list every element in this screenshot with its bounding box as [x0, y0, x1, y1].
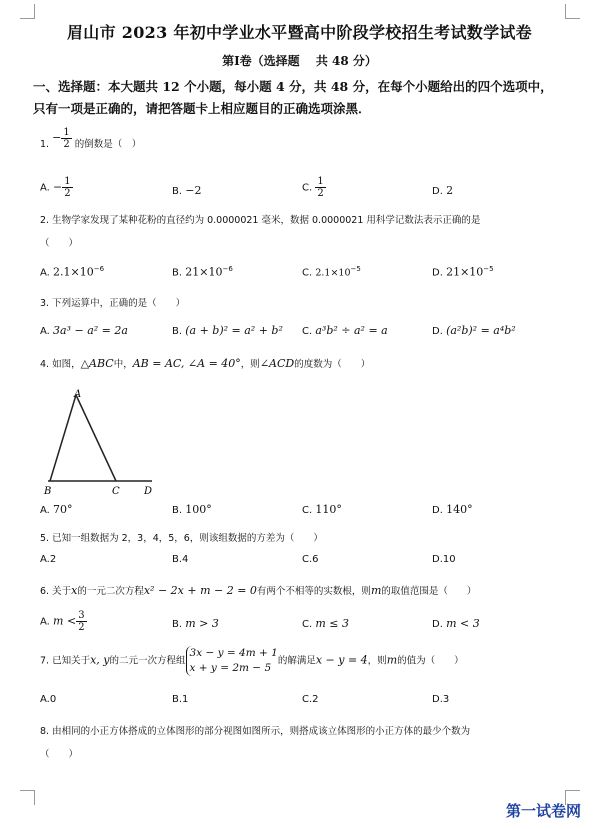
- math: AB = AC, ∠A = 40°: [132, 357, 241, 370]
- option-value: 2: [312, 694, 319, 705]
- q2-option-b: [172, 265, 233, 278]
- q4-option-d: [432, 503, 473, 516]
- option-value: 1: [182, 694, 189, 705]
- q5-option-d: [432, 554, 456, 565]
- numerator: 1: [63, 127, 70, 138]
- text: ，则: [240, 359, 260, 370]
- equation-2: x + y = 2m − 5: [189, 662, 272, 674]
- q5-option-b: [172, 554, 188, 565]
- section-subtitle: 第Ⅰ卷（选择题 共 48 分）: [222, 54, 377, 68]
- option-value: m < 3: [446, 617, 480, 630]
- option-label: C.: [302, 619, 313, 630]
- option-value: 0: [49, 694, 57, 705]
- text: 7. 已知关于: [40, 655, 91, 667]
- option-base: 2.1×10: [53, 265, 94, 279]
- denominator: 2: [64, 188, 71, 199]
- crop-mark-top-right: [565, 4, 580, 19]
- option-value: 70°: [53, 503, 73, 516]
- option-label: C.: [302, 326, 313, 337]
- q1-option-b: [172, 184, 201, 197]
- option-label: B.: [172, 619, 183, 630]
- option-label: A.: [40, 267, 50, 279]
- option-value: m <: [53, 614, 77, 628]
- option-label: B.: [172, 267, 183, 279]
- option-label: C.: [302, 182, 313, 194]
- question-number: 1.: [40, 139, 50, 150]
- option-value: 3a³ − a² = 2a: [53, 324, 128, 337]
- q4-option-a: [40, 503, 73, 516]
- question-7: [40, 646, 464, 676]
- math: x: [71, 584, 78, 597]
- option-value: (a + b)² = a² + b²: [185, 324, 283, 337]
- option-value: 2: [446, 184, 454, 197]
- option-label: B.: [172, 694, 183, 705]
- watermark-logo: 第一试卷网: [505, 802, 581, 820]
- option-label: D.: [432, 619, 443, 630]
- q3-option-d: [432, 324, 516, 337]
- label-a: A: [74, 389, 82, 400]
- option-label: A.: [40, 616, 50, 628]
- option-label: B.: [172, 186, 183, 197]
- numerator: 1: [64, 176, 71, 187]
- minus-sign: −: [52, 131, 62, 144]
- q4-option-b: [172, 503, 212, 516]
- q7-option-b: [172, 694, 188, 705]
- text: ，则: [367, 655, 387, 667]
- q5-option-a: [40, 554, 56, 565]
- crop-mark-top-left: [20, 4, 35, 19]
- option-base: 21×10: [185, 265, 223, 279]
- math: ∠ACD: [259, 357, 295, 370]
- exponent: −6: [222, 265, 233, 273]
- option-label: C.: [302, 505, 313, 516]
- text: 的二元一次方程组: [109, 655, 186, 667]
- numerator: 1: [317, 176, 324, 187]
- text: 的取值范围是（ ）: [381, 586, 477, 597]
- q6-option-d: [432, 617, 480, 630]
- instruction-line-1: 一、选择题：本大题共 12 个小题，每小题 4 分，共 48 分，在每个小题给出的四个选项中，: [33, 79, 553, 94]
- instruction-line-2: 只有一项是正确的，请把答题卡上相应题目的正确选项涂黑．: [33, 101, 371, 116]
- label-d: D: [144, 486, 153, 497]
- text: 的度数为（ ）: [294, 359, 371, 370]
- q1-option-d: [432, 184, 453, 197]
- option-label: B.: [172, 554, 183, 565]
- option-base: 2.1×10: [315, 267, 351, 279]
- text: 6. 关于: [40, 586, 72, 597]
- condition: x − y = 4: [315, 653, 368, 667]
- text: 的一元二次方程: [77, 586, 144, 597]
- q1-option-c: [302, 176, 326, 199]
- q3-option-c: [302, 324, 388, 337]
- option-label: C.: [302, 554, 313, 565]
- side-ab: [50, 395, 76, 481]
- option-label: D.: [432, 554, 443, 565]
- question-5: 5. 已知一组数据为 2，3，4，5，6，则该组数据的方差为（ ）: [40, 533, 323, 544]
- option-value: m > 3: [185, 617, 219, 630]
- side-ac: [76, 395, 116, 481]
- exponent: −6: [93, 265, 105, 273]
- math: x, y: [90, 653, 110, 667]
- q3-option-a: [40, 324, 128, 337]
- option-label: C.: [302, 267, 313, 279]
- text: 中，: [113, 359, 133, 370]
- q4-option-c: [302, 503, 342, 516]
- option-value: 10: [442, 554, 456, 565]
- question-8-line-2: （ ）: [40, 749, 79, 760]
- exam-title: 眉山市 2023 年初中学业水平暨高中阶段学校招生考试数学试卷: [67, 23, 532, 42]
- question-2-line-1: 2. 生物学家发现了某种花粉的直径约为 0.0000021 毫米，数据 0.0000021 用科学记数法表示正确的是: [40, 215, 481, 226]
- q7-option-a: [40, 694, 56, 705]
- option-label: A.: [40, 694, 50, 705]
- option-value: 100°: [185, 503, 212, 516]
- equation-system: [186, 646, 278, 676]
- option-label: D.: [432, 326, 443, 337]
- option-label: D.: [432, 186, 443, 197]
- text: 有两个不相等的实数根，则: [256, 586, 371, 597]
- numerator: 3: [78, 610, 85, 621]
- triangle-figure: [40, 385, 165, 497]
- option-value: 3: [442, 694, 450, 705]
- q5-option-c: [302, 554, 319, 565]
- fraction: [315, 176, 325, 199]
- option-label: D.: [432, 267, 443, 279]
- option-base: 21×10: [446, 265, 484, 279]
- question-4: [40, 356, 370, 370]
- math: △ABC: [80, 357, 114, 370]
- denominator: 2: [317, 188, 324, 199]
- fraction: [61, 127, 71, 150]
- question-1: [40, 127, 142, 156]
- label-c: C: [112, 486, 120, 497]
- option-value: −2: [185, 184, 202, 197]
- option-value: 110°: [315, 503, 342, 516]
- question-6: [40, 583, 476, 597]
- text: 的值为（ ）: [397, 655, 464, 667]
- math: m: [386, 653, 398, 667]
- text: 4. 如图，: [40, 359, 81, 370]
- option-label: D.: [432, 694, 443, 705]
- option-label: C.: [302, 694, 313, 705]
- equation-1: 3x − y = 4m + 1: [189, 647, 278, 659]
- q7-option-c: [302, 694, 319, 705]
- option-value: (a²b)² = a⁴b²: [446, 324, 516, 337]
- option-label: B.: [172, 505, 183, 516]
- q3-option-b: [172, 324, 283, 337]
- q6-option-a: [40, 610, 87, 633]
- q2-option-a: [40, 265, 104, 278]
- question-3: 3. 下列运算中，正确的是（ ）: [40, 298, 186, 309]
- option-value: 6: [312, 554, 319, 565]
- text: 的解满足: [277, 655, 316, 667]
- exponent: −5: [350, 265, 361, 273]
- option-label: A.: [40, 505, 50, 516]
- option-label: D.: [432, 505, 443, 516]
- q6-option-b: [172, 617, 219, 630]
- option-value: 4: [182, 554, 189, 565]
- crop-mark-bottom-left: [20, 790, 35, 805]
- fraction: [76, 610, 86, 633]
- exponent: −5: [483, 265, 494, 273]
- minus-sign: −: [53, 180, 63, 194]
- option-label: A.: [40, 182, 50, 194]
- question-8-line-1: 8. 由相同的小正方体搭成的立体图形的部分视图如图所示，则搭成该立体图形的小正方体的最少个数为: [40, 726, 471, 737]
- option-label: B.: [172, 326, 183, 337]
- option-value: 140°: [446, 503, 473, 516]
- question-2-line-2: （ ）: [40, 238, 79, 249]
- q6-option-c: [302, 617, 349, 630]
- label-b: B: [44, 486, 52, 497]
- q7-option-d: [432, 694, 449, 705]
- q1-option-a: [40, 176, 73, 199]
- denominator: 2: [63, 139, 70, 150]
- option-label: A.: [40, 554, 50, 565]
- denominator: 2: [78, 622, 85, 633]
- math: m: [370, 584, 382, 597]
- option-value: a³b² ÷ a² = a: [315, 324, 388, 337]
- option-value: 2: [49, 554, 57, 565]
- equation: x² − 2x + m − 2 = 0: [143, 584, 257, 597]
- question-text: 的倒数是（ ）: [74, 139, 142, 150]
- q2-option-c: [302, 265, 361, 278]
- fraction: [62, 176, 72, 199]
- option-label: A.: [40, 326, 50, 337]
- option-value: m ≤ 3: [315, 617, 349, 630]
- q2-option-d: [432, 265, 494, 278]
